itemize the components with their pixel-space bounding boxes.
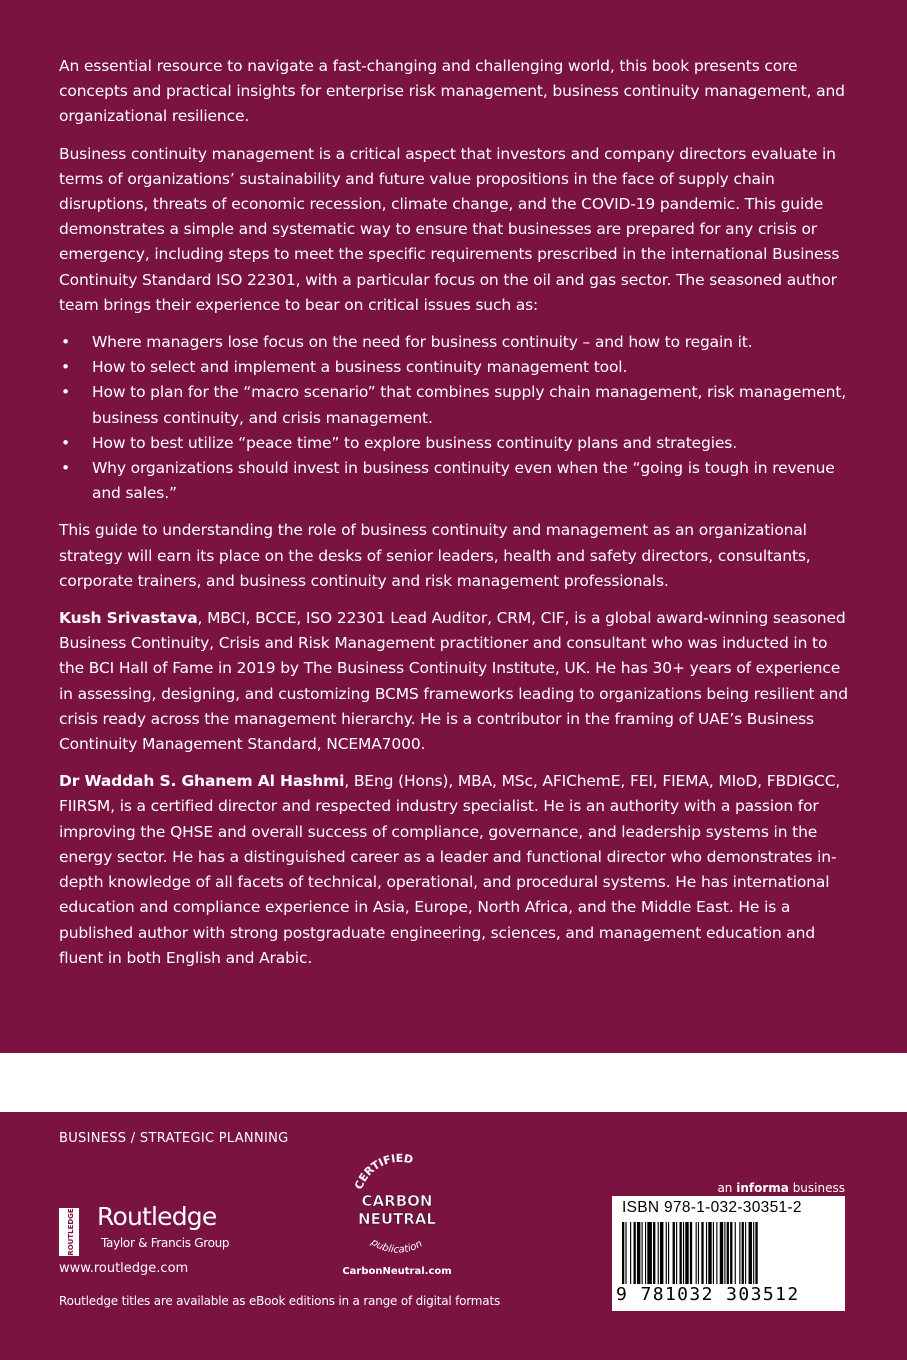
- author2-bio-text: , BEng (Hons), MBA, MSc, AFIChemE, FEI, FIEMA, MIoD, FBDIGCC, FIIRSM, is a certified director and respected industry specialist. He is an authority with a passion for improving the QHSE and overall success of compliance, governance, and leadership systems in the energy sector. He has a distinguished career as a leader and functional director who demonstrates in-depth knowledge of all facets of technical, operational, and procedural systems. He has international education and compliance experience in Asia, Europe, North Africa, and the Middle East. He is a published author with strong postgraduate engineering, sciences, and management education and fluent in both English and Arabic.: [59, 772, 841, 967]
- list-item: • How to best utilize “peace time” to explore business continuity plans and strategies.: [59, 431, 849, 456]
- barcode-bar: [753, 1222, 754, 1284]
- carbon-site-text: CarbonNeutral.com: [342, 1266, 452, 1277]
- barcode-bar: [625, 1222, 626, 1284]
- barcode-bar: [690, 1222, 692, 1284]
- barcode-bar: [645, 1222, 646, 1284]
- informa-suffix: business: [788, 1181, 845, 1195]
- white-band: [0, 1053, 907, 1112]
- barcode-bar: [673, 1222, 675, 1284]
- barcode-bar: [685, 1222, 688, 1284]
- routledge-mark-icon: [59, 1208, 79, 1256]
- barcode-bar: [701, 1222, 703, 1284]
- informa-prefix: an: [717, 1181, 737, 1195]
- barcode-bar: [749, 1222, 752, 1284]
- barcode-bar: [724, 1222, 725, 1284]
- author1-name: Kush Srivastava: [59, 609, 198, 628]
- barcode-bar: [660, 1222, 663, 1284]
- barcode-bar: [642, 1222, 643, 1284]
- isbn-barcode-panel: [612, 1196, 845, 1311]
- barcode-bar: [653, 1222, 655, 1284]
- barcode-digits: 9 781032 303512: [616, 1284, 800, 1305]
- barcode-bar: [658, 1222, 659, 1284]
- carbon-neutral-logo: [340, 1150, 455, 1278]
- barcode-bar: [676, 1222, 677, 1284]
- informa-brand: informa: [736, 1181, 789, 1195]
- author2-bio: [59, 769, 849, 971]
- author1-bio-text: , MBCI, BCCE, ISO 22301 Lead Auditor, CRM, CIF, is a global award-winning seasoned Business Continuity, Crisis and Risk Management practitioner and consultant who was inducted in to the BCI Hall of Fame in 2019 by The Business Continuity Institute, UK. He has 30+ years of experience in assessing, designing, and customizing BCMS frameworks leading to organizations being resilient and crisis ready across the management hierarchy. He is a contributor in the framing of UAE’s Business Continuity Management Standard, NCEMA7000.: [59, 609, 848, 754]
- barcode-bar: [713, 1222, 714, 1284]
- barcode-bar: [742, 1222, 744, 1284]
- ebook-note: Routledge titles are available as eBook editions in a range of digital formats: [59, 1294, 501, 1308]
- publisher-name: Routledge: [97, 1202, 217, 1231]
- publisher-logo: [59, 1200, 259, 1260]
- barcode-bar: [622, 1222, 624, 1284]
- list-item: • Where managers lose focus on the need for business continuity – and how to regain it.: [59, 330, 849, 355]
- barcode-bar: [708, 1222, 711, 1284]
- barcode-bar: [727, 1222, 729, 1284]
- barcode-bar: [730, 1222, 732, 1284]
- isbn-label: ISBN 978-1-032-30351-2: [622, 1199, 802, 1216]
- barcode-bar: [666, 1222, 667, 1284]
- list-item: • Why organizations should invest in business continuity even when the “going is tough in revenue and sales.”: [59, 456, 849, 506]
- barcode-icon: [622, 1222, 834, 1284]
- publisher-group: Taylor & Francis Group: [101, 1236, 230, 1250]
- barcode-bar: [706, 1222, 707, 1284]
- publisher-url[interactable]: www.routledge.com: [59, 1261, 189, 1276]
- author2-name: Dr Waddah S. Ghanem Al Hashmi: [59, 772, 345, 791]
- list-item: • How to plan for the “macro scenario” that combines supply chain management, risk management, business continuity, and crisis management.: [59, 380, 849, 430]
- barcode-bar: [720, 1222, 723, 1284]
- audience-paragraph: This guide to understanding the role of business continuity and management as an organizational strategy will earn its place on the desks of senior leaders, health and safety directors, consultants, corporate trainers, and business continuity and risk management professionals.: [59, 521, 811, 590]
- subject-category: BUSINESS / STRATEGIC PLANNING: [59, 1131, 289, 1146]
- barcode-bar: [698, 1222, 699, 1284]
- description-paragraph: Business continuity management is a critical aspect that investors and company directors evaluate in terms of organizations’ sustainability and future value propositions in the face of supply chain disruptions, threats of economic recession, climate change, and the COVID-19 pandemic. This guide demonstrates a simple and systematic way to ensure that businesses are prepared for any crisis or emergency, including steps to meet the specific requirements prescribed in the international Business Continuity Standard ISO 22301, with a particular focus on the oil and gas sector. The seasoned author team brings their experience to bear on critical issues such as:: [59, 144, 840, 314]
- barcode-bar: [637, 1222, 640, 1284]
- barcode-bar: [647, 1222, 652, 1284]
- barcode-bar: [745, 1222, 746, 1284]
- barcode-bar: [716, 1222, 717, 1284]
- barcode-bar: [735, 1222, 736, 1284]
- author1-bio: [59, 606, 849, 757]
- neutral-text: NEUTRAL: [358, 1210, 436, 1228]
- barcode-bar: [668, 1222, 669, 1284]
- barcode-bar: [680, 1222, 682, 1284]
- intro-paragraph: An essential resource to navigate a fast-changing and challenging world, this book presents core concepts and practical insights for enterprise risk management, business continuity management, and organizational resilience.: [59, 57, 845, 126]
- barcode-bar: [696, 1222, 697, 1284]
- informa-tagline: [717, 1181, 845, 1195]
- barcode-bar: [683, 1222, 684, 1284]
- back-cover-copy: [59, 54, 849, 983]
- carbon-text: CARBON: [361, 1192, 433, 1210]
- publication-text: publication: [368, 1236, 425, 1256]
- certified-text: CERTIFIED: [352, 1151, 415, 1192]
- barcode-bar: [739, 1222, 740, 1284]
- barcode-bar: [755, 1222, 757, 1284]
- mark-text: ROUTLEDGE: [67, 1208, 75, 1256]
- barcode-bar: [630, 1222, 631, 1284]
- issues-list: [59, 330, 849, 506]
- barcode-bar: [634, 1222, 636, 1284]
- list-item: • How to select and implement a business continuity management tool.: [59, 355, 849, 380]
